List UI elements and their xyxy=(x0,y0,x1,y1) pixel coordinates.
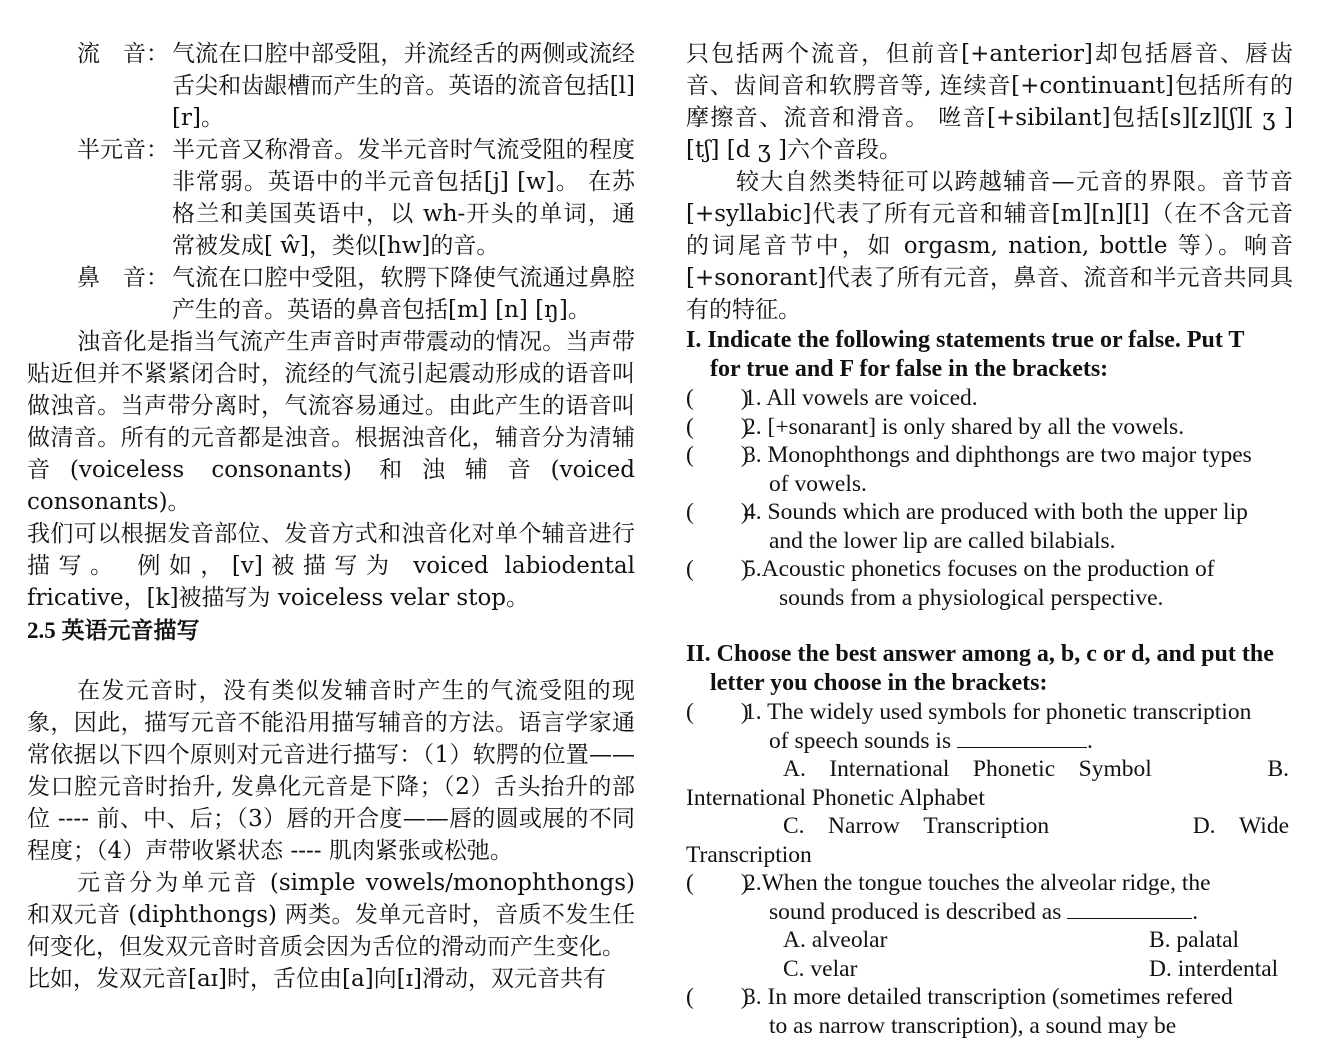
voicing-paragraph: 浊音化是指当气流产生声音时声带震动的情况。当声带贴近但并不紧紧闭合时，流经的气流引起震动形成的语音叫做浊音。当声带分离时，气流容易通过。由此产生的语音叫做清音。所有的元音都是浊音。根据浊音化，辅音分为清辅音(voiceless consonants) 和浊辅音(voiced consonants)。 xyxy=(27,326,635,518)
mc-question-2 xyxy=(686,869,1293,926)
option-d[interactable]: Transcription xyxy=(686,841,1293,870)
question-line: 2.When the tongue touches the alveolar ridge, the xyxy=(744,870,1211,896)
question-line-text: sound produced is described as xyxy=(769,899,1061,925)
question-line: 4. Sounds which are produced with both the upper lip xyxy=(744,499,1248,525)
question-line: 3. Monophthongs and diphthongs are two major types xyxy=(744,442,1252,468)
tf-question-2 xyxy=(686,413,1293,442)
mc-question-1 xyxy=(686,698,1293,755)
tf-question-1 xyxy=(686,384,1293,413)
features-paragraph: 只包括两个流音，但前音[+anterior]却包括唇音、唇齿音、齿间音和软腭音等, 连续音[+continuant]包括所有的摩擦音、流音和滑音。 咝音[+sibilant]包括[s][z][ʃ][ ʒ ] [tʃ] [d ʒ ]六个音段。 xyxy=(686,38,1293,166)
section-i-title xyxy=(686,326,1293,384)
section-heading: 2.5 英语元音描写 xyxy=(27,615,635,647)
option-b[interactable]: B. palatal xyxy=(1149,926,1289,955)
question-text xyxy=(744,983,1293,1040)
tf-question-3 xyxy=(686,441,1293,498)
option-b[interactable]: International Phonetic Alphabet xyxy=(686,784,1293,813)
question-line: sounds from a physiological perspective. xyxy=(744,584,1293,613)
natural-class-paragraph: 较大自然类特征可以跨越辅音—元音的界限。音节音[+syllabic]代表了所有元音和辅音[m][n][l]（在不含元音的词尾音节中，如 orgasm, nation, bottle 等）。响音[+sonorant]代表了所有元音，鼻音、流音和半元音共同具有的特征。 xyxy=(686,166,1293,326)
mc-question-1-options xyxy=(686,755,1293,869)
term-semivowel xyxy=(27,134,635,262)
question-line: to as narrow transcription), a sound may be xyxy=(744,1012,1293,1040)
question-line: and the lower lip are called bilabials. xyxy=(744,527,1293,556)
term-nasal xyxy=(27,262,635,326)
consonant-description-paragraph: 我们可以根据发音部位、发音方式和浊音化对单个辅音进行描写。 例如，[v]被描写为 voiced labiodental fricative，[k]被描写为 voiceless velar stop。 xyxy=(27,518,635,614)
tf-question-5 xyxy=(686,555,1293,612)
question-text: 1. All vowels are voiced. xyxy=(744,384,1293,413)
option-a[interactable]: A. International Phonetic Symbol xyxy=(783,755,1152,784)
question-line: 3. In more detailed transcription (sometimes refered xyxy=(744,984,1233,1010)
answer-bracket[interactable]: ( ) xyxy=(686,983,744,1040)
answer-blank[interactable] xyxy=(957,727,1087,748)
tf-question-4 xyxy=(686,498,1293,555)
vowel-types-paragraph-tail: 比如，发双元音[aɪ]时，舌位由[a]向[ɪ]滑动，双元音共有 xyxy=(27,963,635,995)
term-definition: 半元音又称滑音。发半元音时气流受阻的程度非常弱。英语中的半元音包括[j] [w]。 在苏格兰和美国英语中，以 wh-开头的单词，通常被发成[ ŵ]，类似[hw]的音。 xyxy=(172,134,635,262)
answer-bracket[interactable]: ( ) xyxy=(686,413,744,442)
term-definition: 气流在口腔中受阻，软腭下降使气流通过鼻腔产生的音。英语的鼻音包括[m] [n] [ŋ]。 xyxy=(172,262,635,326)
answer-bracket[interactable]: ( ) xyxy=(686,441,744,498)
section-title-line: I. Indicate the following statements true or false. Put T xyxy=(686,327,1244,353)
question-line: 1. The widely used symbols for phonetic transcription xyxy=(744,699,1251,725)
option-a[interactable]: A. alveolar xyxy=(783,926,887,955)
answer-blank[interactable] xyxy=(1067,898,1192,919)
term-label: 流 音： xyxy=(27,38,172,134)
question-line: sound produced is described as . xyxy=(744,898,1293,927)
right-column xyxy=(686,38,1293,1040)
options-row xyxy=(686,926,1293,955)
options-row xyxy=(686,812,1293,841)
question-text xyxy=(744,869,1293,926)
answer-bracket[interactable]: ( ) xyxy=(686,498,744,555)
term-label: 鼻 音： xyxy=(27,262,172,326)
vowel-types-paragraph: 元音分为单元音 (simple vowels/monophthongs) 和双元音 (diphthongs) 两类。发单元音时，音质不发生任何变化，但发双元音时音质会因为舌位的滑动而产生变化。 xyxy=(27,867,635,963)
term-liquid xyxy=(27,38,635,134)
question-line: of vowels. xyxy=(744,470,1293,499)
option-c[interactable]: C. Narrow Transcription xyxy=(783,812,1049,841)
mc-question-2-options xyxy=(686,926,1293,983)
answer-bracket[interactable]: ( ) xyxy=(686,384,744,413)
section-title-line: for true and F for false in the brackets: xyxy=(686,355,1293,384)
option-b-label[interactable]: B. xyxy=(1267,755,1289,784)
mc-question-3 xyxy=(686,983,1293,1040)
option-d-label[interactable]: D. Wide xyxy=(1193,812,1289,841)
options-row xyxy=(686,955,1293,984)
question-line: 5.Acoustic phonetics focuses on the production of xyxy=(744,556,1215,582)
options-row xyxy=(686,755,1293,784)
option-c[interactable]: C. velar xyxy=(783,955,857,984)
question-text xyxy=(744,698,1293,755)
term-label: 半元音： xyxy=(27,134,172,262)
question-line-text: of speech sounds is xyxy=(769,728,951,754)
question-text: 2. [+sonarant] is only shared by all the vowels. xyxy=(744,413,1293,442)
question-text xyxy=(744,498,1293,555)
section-title-line: II. Choose the best answer among a, b, c or d, and put the xyxy=(686,641,1274,667)
question-line: of speech sounds is . xyxy=(744,727,1293,756)
vowel-description-paragraph: 在发元音时，没有类似发辅音时产生的气流受阻的现象，因此，描写元音不能沿用描写辅音的方法。语言学家通常依据以下四个原则对元音进行描写：（1）软腭的位置——发口腔元音时抬升, 发鼻化元音是下降；（2）舌头抬升的部位 ---- 前、中、后；（3）唇的开合度——唇的圆或展的不同程度；（4）声带收紧状态 ---- 肌肉紧张或松弛。 xyxy=(27,675,635,867)
left-column xyxy=(27,38,635,995)
question-text xyxy=(744,555,1293,612)
question-text xyxy=(744,441,1293,498)
answer-bracket[interactable]: ( ) xyxy=(686,869,744,926)
option-d[interactable]: D. interdental xyxy=(1149,955,1289,984)
answer-bracket[interactable]: ( ) xyxy=(686,555,744,612)
answer-bracket[interactable]: ( ) xyxy=(686,698,744,755)
section-ii-title xyxy=(686,640,1293,698)
term-definition: 气流在口腔中部受阻，并流经舌的两侧或流经舌尖和齿龈槽而产生的音。英语的流音包括[l] [r]。 xyxy=(172,38,635,134)
section-title-line: letter you choose in the brackets: xyxy=(686,669,1293,698)
